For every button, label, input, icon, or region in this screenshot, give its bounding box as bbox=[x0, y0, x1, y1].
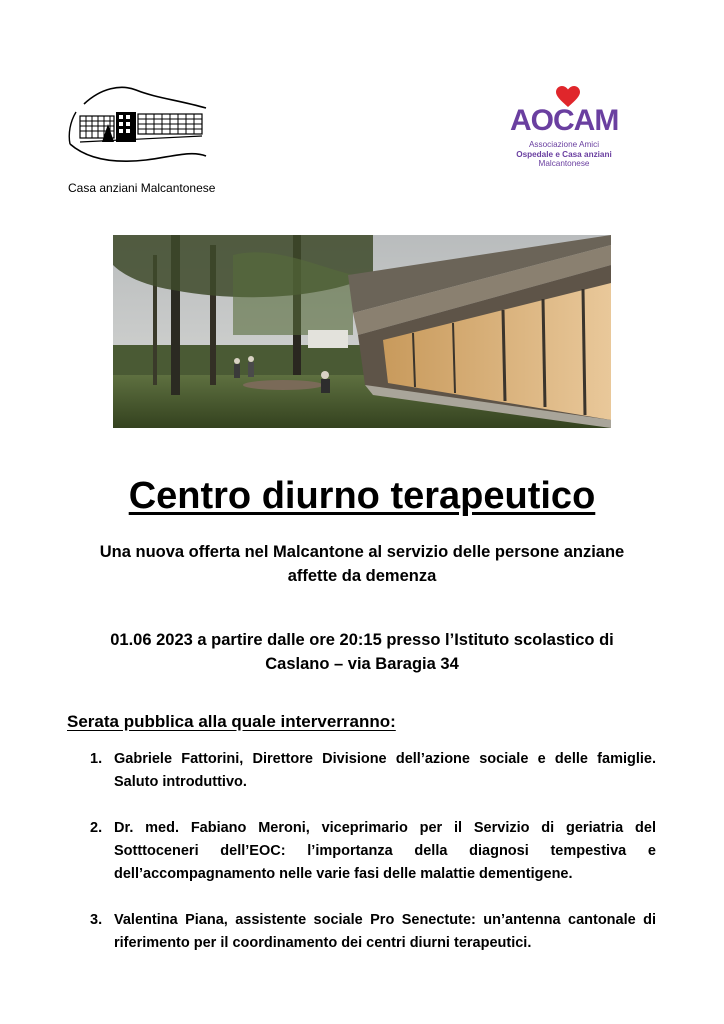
speakers-list bbox=[90, 748, 656, 955]
list-item-text: Dr. med. Fabiano Meroni, viceprimario per il Servizio di geriatria del Sotttoceneri dell’EOC: l’importanza della diagnosi tempestiva e dell’accompagnamento nelle varie fasi delle malattie dementigene. bbox=[114, 820, 656, 882]
logo-subtitle bbox=[508, 140, 620, 169]
list-item bbox=[90, 748, 656, 794]
casa-anziani-logo bbox=[66, 84, 216, 168]
aocam-logo bbox=[508, 86, 620, 170]
left-logo-caption: Casa anziani Malcantonese bbox=[68, 181, 216, 195]
logo-subtitle-line2: Ospedale e Casa anziani bbox=[516, 149, 612, 159]
building-sketch-icon bbox=[66, 84, 216, 168]
list-item bbox=[90, 909, 656, 955]
logo-brand-text: AOCAM bbox=[510, 104, 619, 137]
page-subtitle: Una nuova offerta nel Malcantone al servizio delle persone anziane affette da demenza bbox=[99, 543, 625, 585]
list-item-number: 2. bbox=[90, 820, 103, 836]
event-date-location: 01.06 2023 a partire dalle ore 20:15 presso l’Istituto scolastico di Caslano – via Baragia 34 bbox=[110, 631, 614, 673]
speakers-heading: Serata pubblica alla quale interverranno: bbox=[67, 712, 396, 731]
page-title: Centro diurno terapeutico bbox=[128, 475, 596, 517]
building-rendering-image bbox=[113, 235, 611, 428]
list-item-number: 3. bbox=[90, 912, 103, 928]
logo-subtitle-line3: Malcantonese bbox=[538, 159, 590, 168]
list-item-text: Valentina Piana, assistente sociale Pro Senectute: un’antenna cantonale di riferimento per il coordinamento dei centri diurni terapeutici. bbox=[114, 912, 656, 951]
list-item bbox=[90, 817, 656, 886]
list-item-text: Gabriele Fattorini, Direttore Divisione dell’azione sociale e delle famiglie. Saluto introduttivo. bbox=[114, 751, 656, 790]
list-item-number: 1. bbox=[90, 751, 103, 767]
logo-subtitle-line1: Associazione Amici bbox=[528, 140, 600, 149]
